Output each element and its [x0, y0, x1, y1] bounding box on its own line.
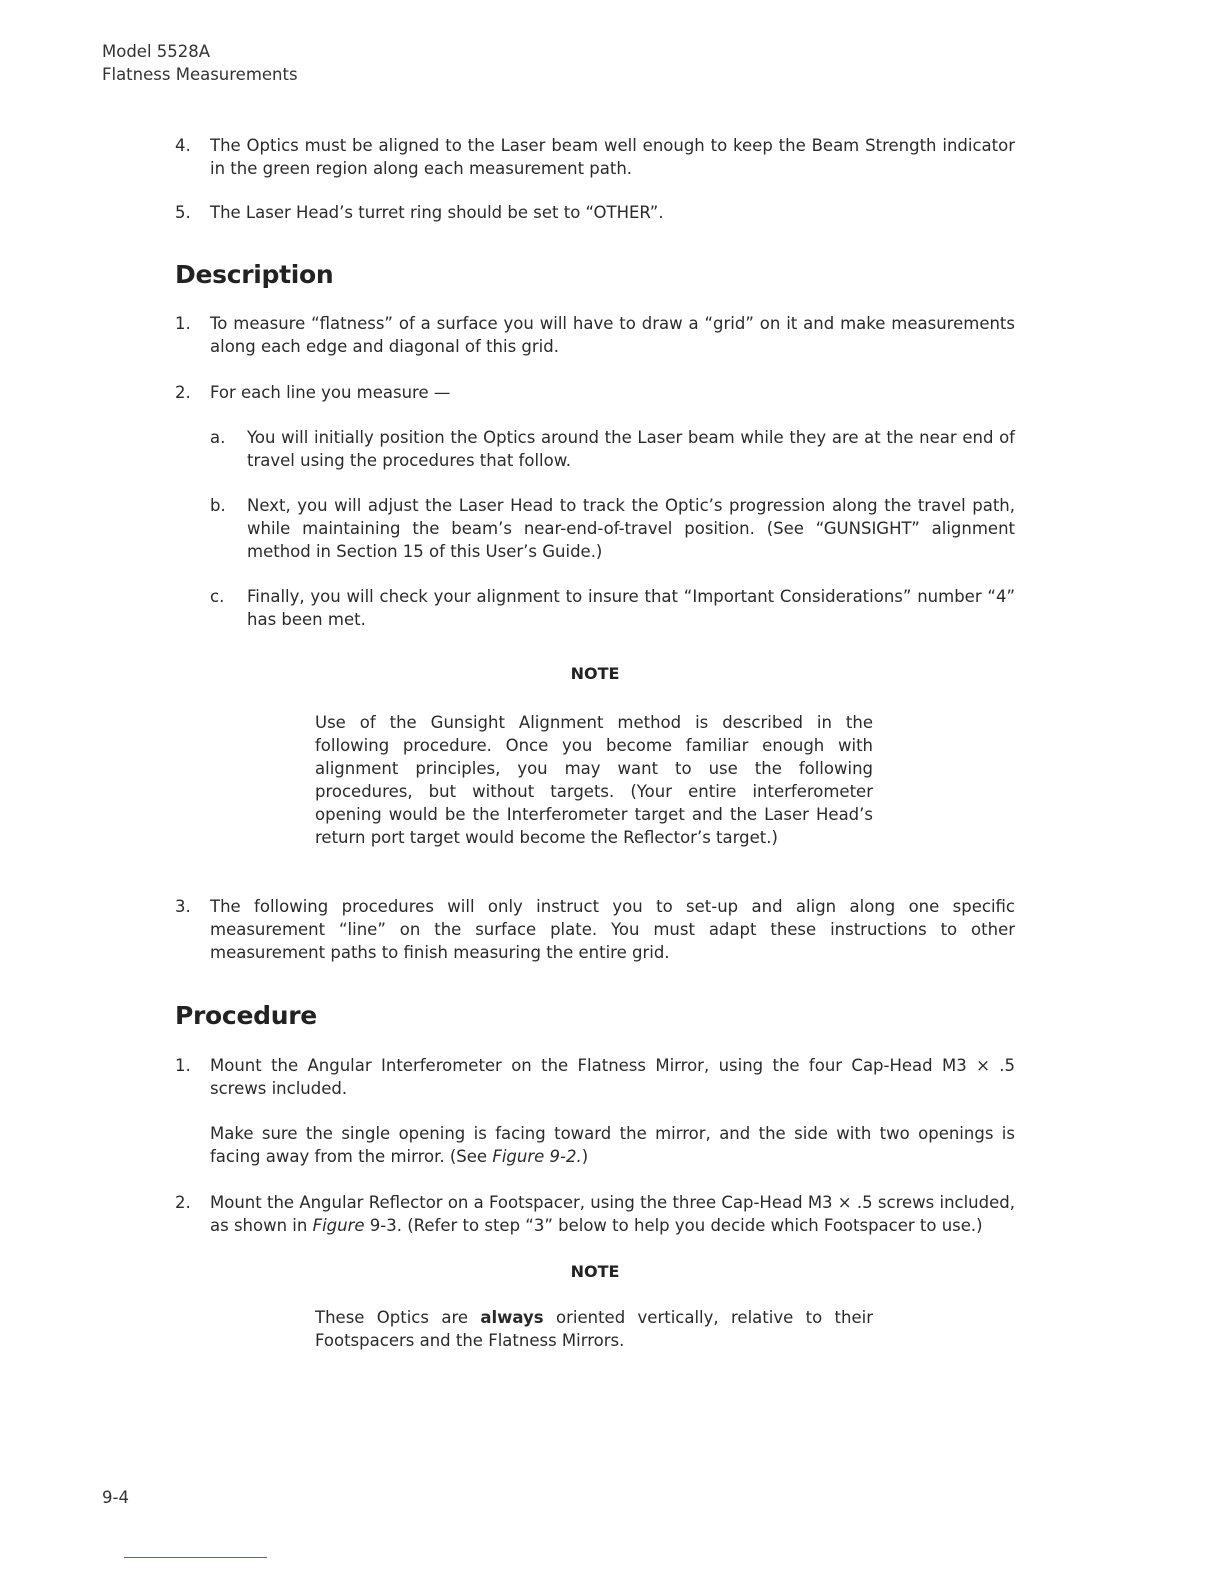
note-title: NOTE	[570, 664, 620, 683]
procedure-step-1	[175, 1054, 1015, 1100]
item-text: To measure “flatness” of a surface you will have to draw a “grid” on it and make measurements along each edge and diagonal of this grid.	[210, 314, 1015, 356]
procedure-step-1-detail	[175, 1122, 1015, 1168]
figure-reference: Figure 9-2.	[492, 1147, 582, 1166]
item-text: The Optics must be aligned to the Laser beam well enough to keep the Beam Strength indicator in the green region along each measurement path.	[210, 136, 1015, 178]
item-text: You will initially position the Optics around the Laser beam while they are at the near end of travel using the procedures that follow.	[247, 428, 1015, 470]
item-letter: c.	[210, 587, 225, 606]
item-number: 2.	[175, 383, 191, 402]
description-subitem-b	[175, 494, 1015, 563]
description-subitem-c	[175, 585, 1015, 631]
procedure-step-2	[175, 1191, 1015, 1237]
item-text: The Laser Head’s turret ring should be set to “OTHER”.	[210, 203, 664, 222]
page-content	[175, 134, 1015, 1352]
item-text: Finally, you will check your alignment to insure that “Important Considerations” number “4” has been met.	[247, 587, 1015, 629]
item-text: The following procedures will only instruct you to set-up and align along one specific measurement “line” on the surface plate. You must adapt these instructions to other measurement paths to finish measuring the entire grid.	[210, 897, 1015, 962]
figure-reference: Figure	[312, 1216, 365, 1235]
description-item-3	[175, 895, 1015, 964]
item-text-end: (Refer to step “3” below to help you decide which Footspacer to use.)	[402, 1216, 983, 1235]
running-header	[102, 40, 298, 86]
note-title-2: NOTE	[570, 1262, 620, 1281]
item-number: 2.	[175, 1193, 191, 1212]
description-item-1	[175, 312, 1015, 358]
item-text: Next, you will adjust the Laser Head to track the Optic’s progression along the travel path, while maintaining the beam’s near-end-of-travel position. (See “GUNSIGHT” alignment method in Section 15 of this User’s Guide.)	[247, 496, 1015, 561]
item-number: 1.	[175, 1056, 191, 1075]
figure-number: 9-3.	[364, 1216, 402, 1235]
detail-text-end: )	[581, 1147, 589, 1166]
emphasis-text: always	[480, 1308, 544, 1327]
note-text-start: These Optics are	[315, 1308, 481, 1327]
item-text: Mount the Angular Interferometer on the Flatness Mirror, using the four Cap-Head M3 × .5 screws included.	[210, 1056, 1015, 1098]
detail-text: Make sure the single opening is facing toward the mirror, and the side with two openings is facing away from the mirror. (See	[210, 1124, 1015, 1166]
item-number: 3.	[175, 897, 191, 916]
footer-rule	[124, 1557, 267, 1558]
item-number: 1.	[175, 314, 191, 333]
item-letter: b.	[210, 496, 226, 515]
section-label: Flatness Measurements	[102, 65, 298, 84]
page-number: 9-4	[102, 1488, 129, 1507]
item-letter: a.	[210, 428, 226, 447]
model-label: Model 5528A	[102, 42, 211, 61]
description-heading: Description	[175, 260, 334, 289]
description-item-2	[175, 381, 1015, 404]
note-text-2	[315, 1306, 873, 1352]
note-text: Use of the Gunsight Alignment method is described in the following procedure. Once you become familiar enough with alignment principles, you may want to use the following procedures, but without targets. (Your entire interferometer opening would be the Interferometer target and the Laser Head’s return port target would become the Reflector’s target.)	[315, 713, 873, 847]
note-text-end: oriented vertically, relative to their Footspacers and the Flatness Mirrors.	[315, 1308, 873, 1350]
procedure-heading: Procedure	[175, 1001, 317, 1030]
item-number: 5.	[175, 203, 191, 222]
consideration-item-4	[175, 134, 1015, 180]
item-number: 4.	[175, 136, 191, 155]
item-text: Mount the Angular Reflector on a Footspacer, using the three Cap-Head M3 × .5 screws included, as shown in	[210, 1193, 1015, 1235]
description-subitem-a	[175, 426, 1015, 472]
item-text: For each line you measure —	[210, 383, 451, 402]
consideration-item-5	[175, 201, 1015, 224]
